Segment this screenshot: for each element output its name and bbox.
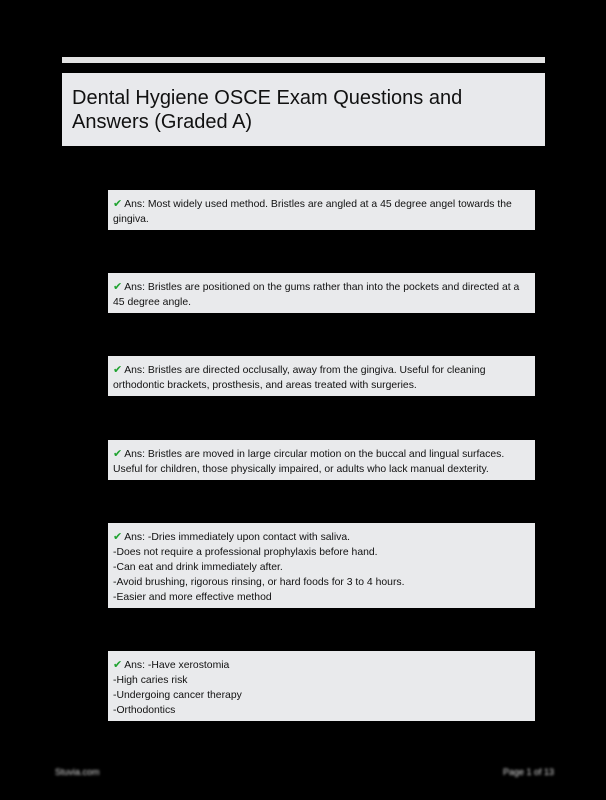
- document-title: Dental Hygiene OSCE Exam Questions and Answers (Graded A): [72, 87, 463, 133]
- check-icon: ✔: [113, 363, 123, 376]
- answer-text: -Does not require a professional prophylaxis before hand.: [113, 547, 378, 558]
- title-banner: [62, 73, 545, 146]
- check-icon: ✔: [113, 530, 123, 543]
- footer-site-label: Stuvia.com: [55, 767, 100, 777]
- answer-box-3: [108, 356, 535, 396]
- answer-text: Ans: Bristles are positioned on the gums rather than into the pockets and directed at a 45 degree angle.: [113, 282, 520, 308]
- answer-text: -Easier and more effective method: [113, 592, 272, 603]
- answer-text: Ans: Bristles are directed occlusally, away from the gingiva. Useful for cleaning orthodontic brackets, prosthesis, and areas treated with surgeries.: [113, 365, 486, 391]
- footer-page-label: Page 1 of 13: [502, 767, 554, 777]
- answer-text: Ans: Most widely used method. Bristles are angled at a 45 degree angel towards the gingiva.: [113, 199, 512, 225]
- answer-text: -Undergoing cancer therapy: [113, 690, 242, 701]
- answer-box-1: [108, 190, 535, 230]
- check-icon: ✔: [113, 658, 123, 671]
- check-icon: ✔: [113, 197, 123, 210]
- answer-text: -High caries risk: [113, 675, 188, 686]
- answer-text: Ans: -Have xerostomia: [124, 660, 230, 671]
- answer-text: Ans: -Dries immediately upon contact with saliva.: [124, 532, 351, 543]
- answer-box-4: [108, 440, 535, 480]
- answer-box-6: [108, 651, 535, 721]
- answer-text: -Orthodontics: [113, 705, 176, 716]
- answer-box-5: [108, 523, 535, 608]
- answer-text: -Avoid brushing, rigorous rinsing, or hard foods for 3 to 4 hours.: [113, 577, 405, 588]
- answer-text: -Can eat and drink immediately after.: [113, 562, 283, 573]
- answer-box-2: [108, 273, 535, 313]
- check-icon: ✔: [113, 447, 123, 460]
- top-divider: [62, 57, 545, 63]
- answer-text: Ans: Bristles are moved in large circular motion on the buccal and lingual surfaces. Useful for children, those physically impaired, or adults who lack manual dexterity.: [113, 449, 505, 475]
- check-icon: ✔: [113, 280, 123, 293]
